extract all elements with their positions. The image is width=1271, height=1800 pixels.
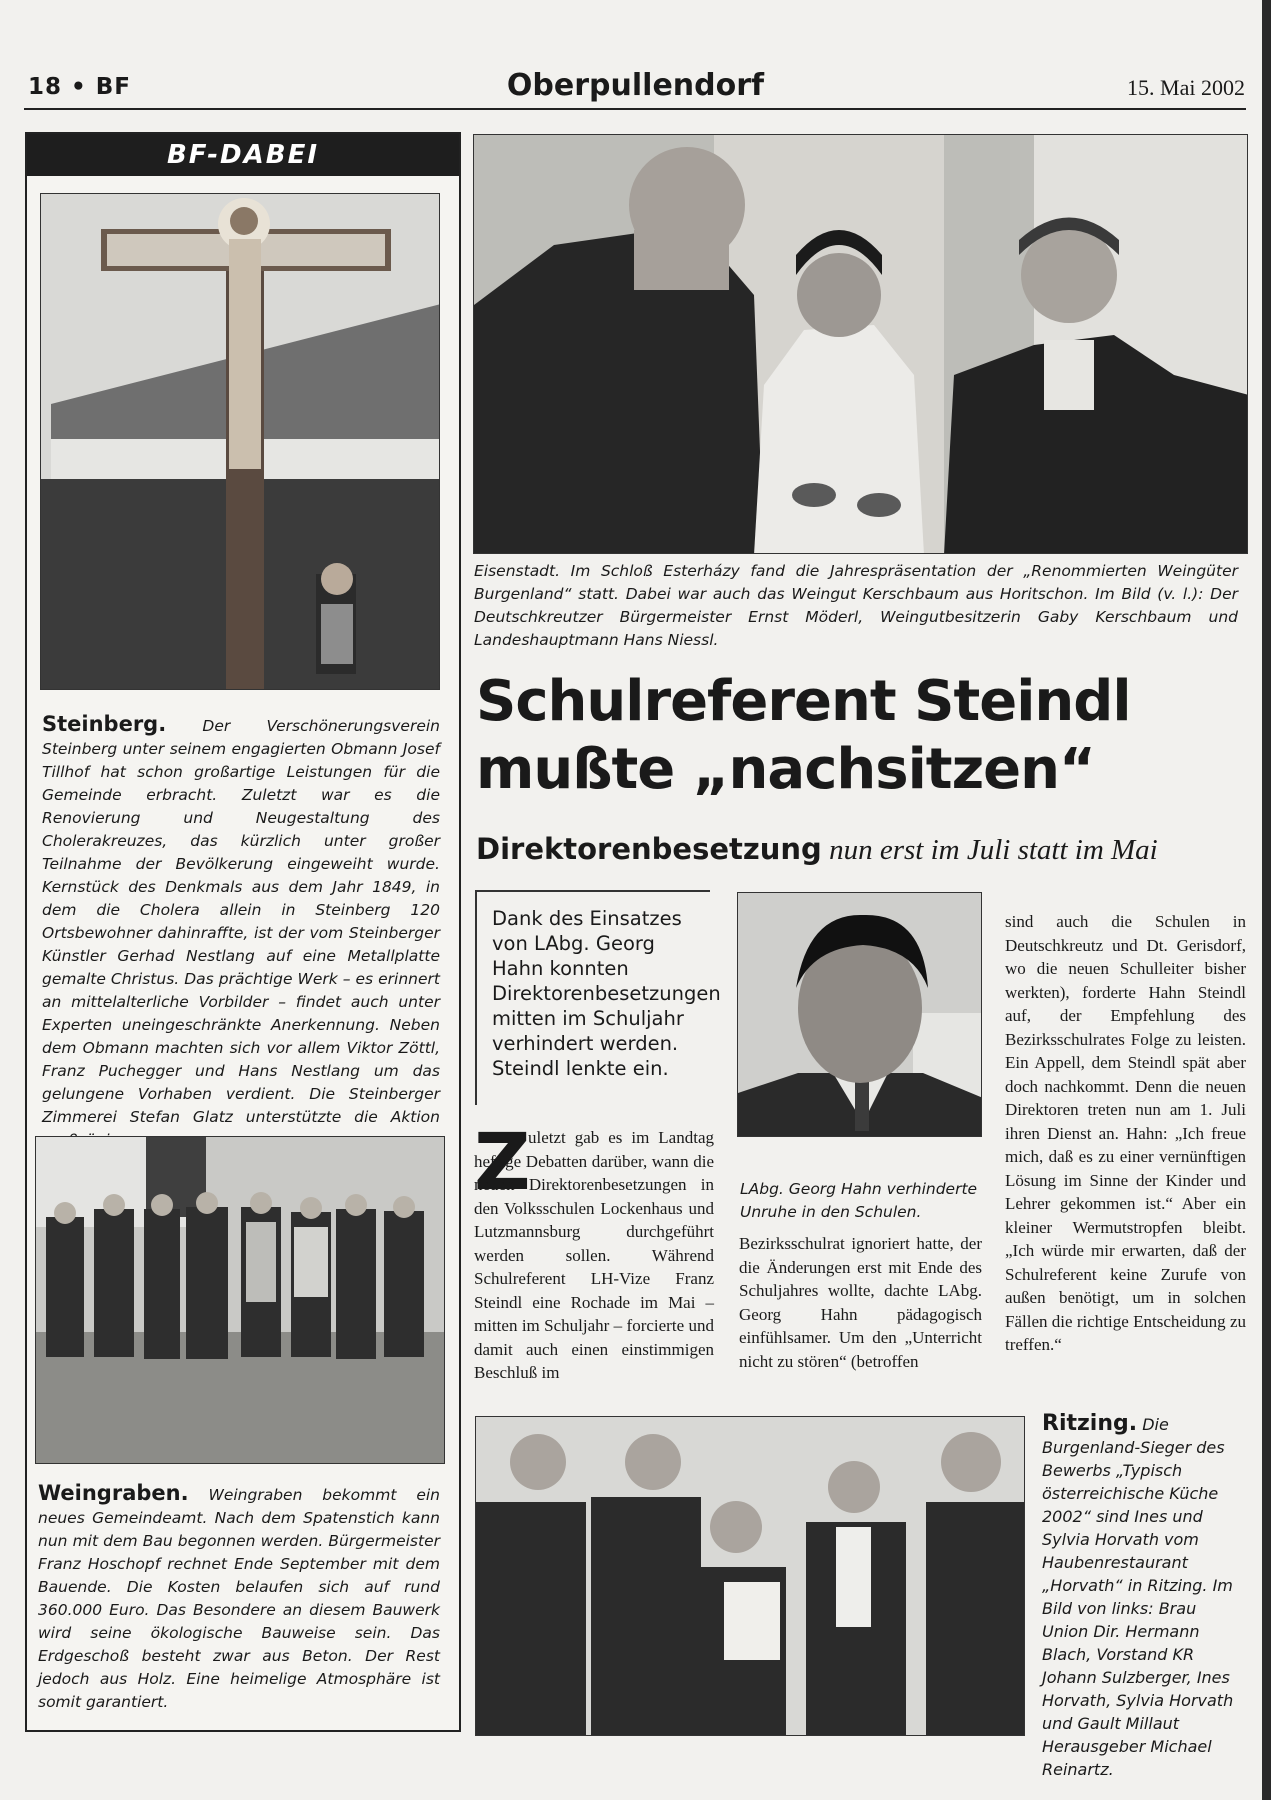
photo-georg-hahn-image [738,893,982,1137]
photo-ritzing [475,1416,1025,1736]
story-steinberg-text: Der Verschönerungsverein Steinberg unter seinem engagierten Obmann Josef Tillhof hat schon großartige Leistungen für die Gemeinde erbracht. Zuletzt war es die Renovierung und Neugestaltung des Cholerakreuzes, das kürzlich unter großer Teilnahme der Bevölkerung eingeweiht wurde. Kernstück des Denkmals aus dem Jahr 1849, in dem die Cholera allein in Steinberg 120 Ortsbewohner dahinraffte, ist der vom Steinberger Künstler Gerhad Nestlang auf eine Metallplatte gemalte Christus. Das prächtige Werk – es erinnert an mittelalterliche Vorbilder – findet auch unter Experten uneingeschränkte Anerkennung. Neben dem Obmann machten sich vor allem Viktor Zöttl, Franz Puchegger und Hans Nestlang um das gelungene Vorhaben verdient. Die Steinberger Zimmerei Stefan Glatz unterstützte die Aktion [42,717,440,1126]
photo-cholerakreuz-image [41,194,440,690]
page-edge [1262,0,1271,1800]
story-ritzing-text: Die Burgenland-Sieger des Bewerbs „Typisch österreichische Küche 2002“ sind Ines und Sylvia Horvath vom Haubenrestaurant „Horvath“ in Ritzing. Im Bild von links: Brau Union Dir. Hermann Blach, Vorstand KR Johann Sulzberger, Ines Horvath, Sylvia Horvath und Gault Millaut Herausgeber Michael Reinartz. [1042,1415,1234,1779]
photo-ritzing-image [476,1417,1025,1736]
caption-georg-hahn: LAbg. Georg Hahn verhinderte Unruhe in den Schulen. [740,1180,978,1221]
photo-eisenstadt [473,134,1248,554]
article-headline [476,668,1236,804]
section-title: Oberpullendorf [506,68,765,103]
story-ritzing [1042,1412,1242,1781]
story-weingraben [38,1482,440,1714]
article-col1-text: uletzt gab es im Landtag heftige Debatten darüber, wann die neuen Direktorenbesetzungen in den Volksschulen Lockenhaus und Lutzmannsburg durchgeführt werden sollen. Während Schulreferent LH-Vize Franz Steindl eine Rochade im Mai – mitten im Schuljahr – forcierte und damit auch einen einstimmigen Beschluß im [474,1128,714,1382]
article-subhead [476,832,1246,867]
headline-line1: Schulreferent Steindl [476,669,1131,734]
article-col3: sind auch die Schulen in Deutschkreutz und Dt. Gerisdorf, wo die neuen Schulleiter bisher werkten), forderte Hahn Steindl auf, der Empfehlung des Bezirksschulrates Folge zu leisten. Ein Appell, dem Steindl spät aber doch nachkommt. Denn die neuen Direktoren treten nun am 1. Juli ihren Dienst an. Hahn: „Ich freue mich, daß es zu einer vernünftigen Lösung im Sinne der Kinder und Lehrer gekommen ist.“ Aber ein kleiner Wermutstropfen bleibt. „Ich würde mir erwarten, daß der Schulreferent keine Zurufe von außen benötigt, um in solchen Fällen die richtige Entscheidung zu treffen.“ [1005,912,1246,1354]
story-steinberg [42,713,440,1152]
header-rule [24,108,1246,110]
issue-date: 15. Mai 2002 [1127,75,1245,100]
photo-spatenstich [35,1136,445,1464]
caption-eisenstadt: Eisenstadt. Im Schloß Esterházy fand die Jahrespräsentation der „Renommierten Weingüter Burgenland“ statt. Dabei war auch das Weingut Kerschbaum aus Horitschon. Im Bild (v. l.): Der Deutschkreutzer Bürgermeister Ernst Möderl, Weingutbesitzerin Gaby Kerschbaum und Landeshauptmann Hans Niessl. [474,562,1238,649]
drop-cap: Z [474,1118,531,1208]
article-teaser: Dank des Einsatzes von LAbg. Georg Hahn konnten Direktorenbesetzungen mitten im Schuljahr verhindert werden. Steindl lenkte ein. [492,907,721,1080]
article-col2: Bezirksschulrat ignoriert hatte, der die Änderungen erst mit Ende des Schuljahres wollte, dachte LAbg. Georg Hahn pädagogisch einfühlsamer. Um den „Unterricht nicht zu stören“ (betroffen [739,1234,982,1371]
photo-eisenstadt-image [474,135,1248,554]
bf-dabei-banner: BF-DABEI [27,134,459,176]
article-col1-lead [474,1118,714,1385]
subhead-italic: nun erst im Juli statt im Mai [829,834,1158,866]
headline-line2: mußte „nachsitzen“ [476,737,1095,802]
page-number: 18 • BF [28,74,131,100]
photo-cholerakreuz [40,193,440,690]
story-weingraben-text: Weingraben bekommt ein neues Gemeindeamt. Nach dem Spatenstich kann nun mit dem Bau begonnen werden. Bürgermeister Franz Hoschopf rechnet Ende September mit dem Bauende. Die Kosten belaufen sich auf rund 360.000 Euro. Das Besondere an diesem Bauwerk wird seine ökologische Bauweise sein. Das Erdgeschoß besteht zwar aus Beton. Der Rest jedoch aus Holz. Eine heimelige Atmosphäre ist somit garantiert. [38,1486,440,1711]
subhead-bold: Direktorenbesetzung [476,832,822,866]
photo-spatenstich-image [36,1137,445,1464]
story-ritzing-place: Ritzing. [1042,1411,1138,1436]
story-steinberg-place: Steinberg. [42,712,167,736]
photo-georg-hahn [737,892,982,1137]
story-weingraben-place: Weingraben. [38,1481,189,1505]
